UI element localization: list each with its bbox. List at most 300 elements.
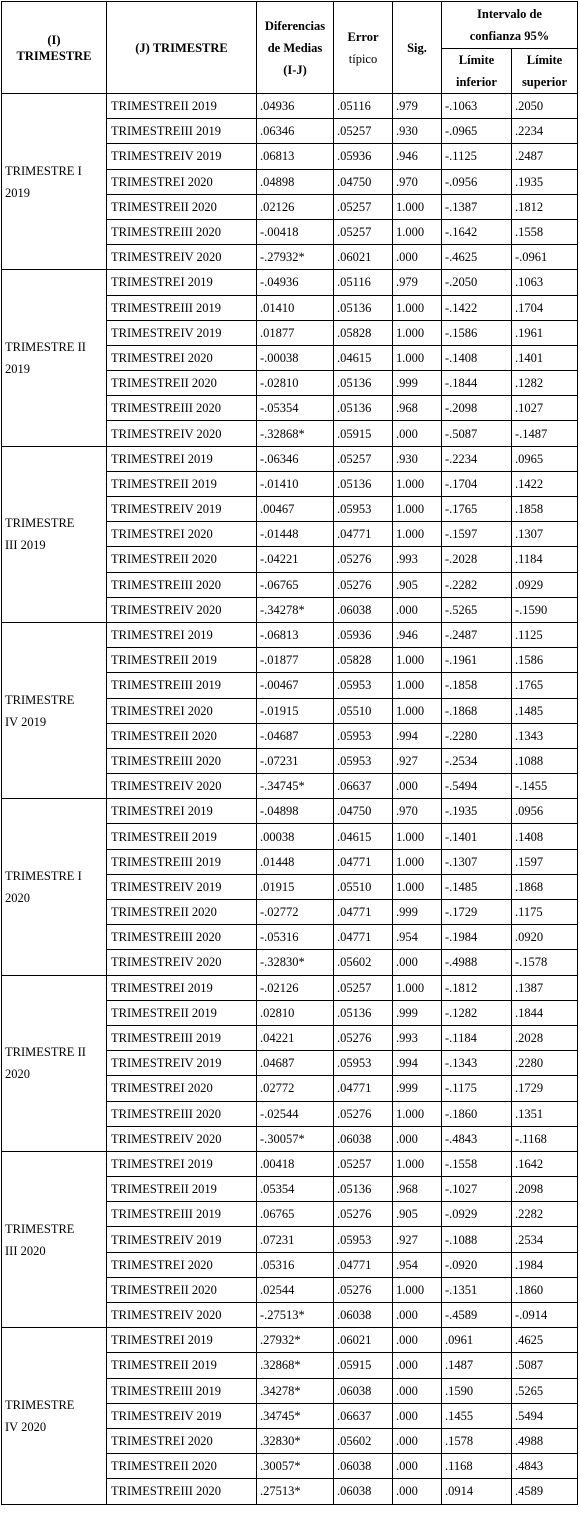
limite-inferior-cell: -.1858	[442, 673, 512, 698]
limite-superior-cell: .4843	[512, 1454, 578, 1479]
diferencia-cell: .06813	[257, 144, 334, 169]
diferencia-cell: -.04936	[257, 270, 334, 295]
j-trimestre-cell: TRIMESTREI 2019	[107, 1328, 257, 1353]
diferencia-cell: .34278*	[257, 1378, 334, 1403]
j-trimestre-cell: TRIMESTREII 2020	[107, 723, 257, 748]
sig-cell: .979	[393, 270, 442, 295]
j-trimestre-cell: TRIMESTREIII 2019	[107, 1202, 257, 1227]
j-trimestre-cell: TRIMESTREII 2020	[107, 1277, 257, 1302]
diferencia-cell: .04936	[257, 94, 334, 119]
limite-inferior-cell: -.0929	[442, 1202, 512, 1227]
group-label-line: TRIMESTRE I	[5, 868, 82, 883]
limite-inferior-cell: -.1844	[442, 371, 512, 396]
j-trimestre-cell: TRIMESTREIII 2019	[107, 1378, 257, 1403]
sig-cell: 1.000	[393, 320, 442, 345]
sig-cell: .946	[393, 622, 442, 647]
error-cell: .05602	[334, 1428, 393, 1453]
table-row	[2, 270, 578, 295]
error-cell: .05510	[334, 874, 393, 899]
diferencia-cell: -.05354	[257, 396, 334, 421]
sig-cell: .954	[393, 1252, 442, 1277]
limite-superior-cell: .5494	[512, 1403, 578, 1428]
error-cell: .05276	[334, 1025, 393, 1050]
sig-cell: 1.000	[393, 522, 442, 547]
limite-superior-cell: .1307	[512, 522, 578, 547]
j-trimestre-cell: TRIMESTREIII 2020	[107, 396, 257, 421]
limite-inferior-cell: -.2280	[442, 723, 512, 748]
j-trimestre-cell: TRIMESTREII 2019	[107, 1353, 257, 1378]
limite-inferior-cell: -.0956	[442, 169, 512, 194]
limite-superior-cell: .1175	[512, 900, 578, 925]
header-limite-superior	[512, 49, 578, 94]
limite-inferior-cell: -.1307	[442, 849, 512, 874]
diferencia-cell: -.06765	[257, 572, 334, 597]
group-label-line: TRIMESTRE II	[5, 1045, 86, 1060]
limite-superior-cell: .1858	[512, 497, 578, 522]
diferencia-cell: -.02544	[257, 1101, 334, 1126]
error-cell: .06038	[334, 1378, 393, 1403]
comparisons-table	[1, 1, 578, 1505]
header-diferencias	[257, 2, 334, 94]
sig-cell: .000	[393, 245, 442, 270]
limite-superior-cell: .1184	[512, 547, 578, 572]
diferencia-cell: .01915	[257, 874, 334, 899]
j-trimestre-cell: TRIMESTREI 2019	[107, 799, 257, 824]
limite-inferior-cell: -.2098	[442, 396, 512, 421]
diferencia-cell: .06765	[257, 1202, 334, 1227]
limite-inferior-cell: .1590	[442, 1378, 512, 1403]
j-trimestre-cell: TRIMESTREI 2019	[107, 1151, 257, 1176]
limite-superior-cell: .0956	[512, 799, 578, 824]
sig-cell: .000	[393, 1378, 442, 1403]
header-i-trimestre	[2, 2, 107, 94]
sig-cell: 1.000	[393, 1277, 442, 1302]
j-trimestre-cell: TRIMESTREIII 2020	[107, 748, 257, 773]
limite-inferior-cell: -.1765	[442, 497, 512, 522]
limite-inferior-cell: -.0920	[442, 1252, 512, 1277]
sig-cell: .000	[393, 421, 442, 446]
header-intervalo-line1: Intervalo de	[477, 7, 542, 21]
sig-cell: 1.000	[393, 194, 442, 219]
limite-superior-cell: .1422	[512, 471, 578, 496]
limite-superior-cell: .0965	[512, 446, 578, 471]
limite-superior-cell: .1935	[512, 169, 578, 194]
sig-cell: .000	[393, 1328, 442, 1353]
error-cell: .06021	[334, 1328, 393, 1353]
j-trimestre-cell: TRIMESTREI 2020	[107, 1252, 257, 1277]
limite-superior-cell: .1844	[512, 1000, 578, 1025]
diferencia-cell: .01448	[257, 849, 334, 874]
group-label-line: 2019	[5, 361, 30, 376]
diferencia-cell: -.01410	[257, 471, 334, 496]
sig-cell: .946	[393, 144, 442, 169]
limite-inferior-cell: -.1351	[442, 1277, 512, 1302]
limite-superior-cell: .1027	[512, 396, 578, 421]
table-header	[2, 2, 578, 94]
sig-cell: .930	[393, 119, 442, 144]
sig-cell: .970	[393, 169, 442, 194]
error-cell: .05953	[334, 748, 393, 773]
table-row	[2, 1151, 578, 1176]
j-trimestre-cell: TRIMESTREI 2020	[107, 522, 257, 547]
limite-inferior-cell: -.2487	[442, 622, 512, 647]
limite-superior-cell: .0929	[512, 572, 578, 597]
error-cell: .05276	[334, 1202, 393, 1227]
table-row	[2, 622, 578, 647]
limite-inferior-cell: -.2050	[442, 270, 512, 295]
error-cell: .05953	[334, 673, 393, 698]
sig-cell: .000	[393, 597, 442, 622]
j-trimestre-cell: TRIMESTREIV 2019	[107, 497, 257, 522]
group-label-line: TRIMESTRE	[5, 1221, 75, 1236]
diferencia-cell: .01877	[257, 320, 334, 345]
sig-cell: 1.000	[393, 824, 442, 849]
header-ls-line2: superior	[521, 75, 568, 89]
sig-cell: .000	[393, 1353, 442, 1378]
limite-superior-cell: .1704	[512, 295, 578, 320]
group-label	[2, 975, 107, 1151]
limite-superior-cell: .1387	[512, 975, 578, 1000]
error-cell: .05953	[334, 1227, 393, 1252]
error-cell: .06637	[334, 1403, 393, 1428]
sig-cell: 1.000	[393, 295, 442, 320]
group-label	[2, 94, 107, 270]
error-cell: .05936	[334, 144, 393, 169]
group-label-line: 2020	[5, 890, 30, 905]
limite-superior-cell: .5087	[512, 1353, 578, 1378]
diferencia-cell: .30057*	[257, 1454, 334, 1479]
diferencia-cell: -.02126	[257, 975, 334, 1000]
j-trimestre-cell: TRIMESTREI 2019	[107, 622, 257, 647]
j-trimestre-cell: TRIMESTREIV 2019	[107, 320, 257, 345]
diferencia-cell: .01410	[257, 295, 334, 320]
header-diferencias-line3: (I-J)	[283, 62, 307, 77]
group-label	[2, 1328, 107, 1504]
limite-inferior-cell: -.1422	[442, 295, 512, 320]
header-diferencias-line2: de Medias	[267, 40, 323, 55]
limite-superior-cell: .1729	[512, 1076, 578, 1101]
header-diferencias-line1: Diferencias	[264, 18, 326, 33]
group-label-line: 2020	[5, 1067, 30, 1082]
diferencia-cell: -.05316	[257, 925, 334, 950]
limite-inferior-cell: -.1860	[442, 1101, 512, 1126]
sig-cell: 1.000	[393, 874, 442, 899]
j-trimestre-cell: TRIMESTREIV 2019	[107, 1403, 257, 1428]
error-cell: .05276	[334, 572, 393, 597]
limite-inferior-cell: -.5265	[442, 597, 512, 622]
error-cell: .05257	[334, 446, 393, 471]
diferencia-cell: -.00038	[257, 345, 334, 370]
j-trimestre-cell: TRIMESTREI 2020	[107, 1428, 257, 1453]
error-cell: .05915	[334, 1353, 393, 1378]
limite-superior-cell: .1351	[512, 1101, 578, 1126]
limite-superior-cell: -.0961	[512, 245, 578, 270]
group-label	[2, 799, 107, 975]
j-trimestre-cell: TRIMESTREI 2019	[107, 270, 257, 295]
limite-inferior-cell: -.2234	[442, 446, 512, 471]
sig-cell: .999	[393, 371, 442, 396]
j-trimestre-cell: TRIMESTREIII 2019	[107, 119, 257, 144]
error-cell: .05953	[334, 497, 393, 522]
header-li-line2: inferior	[456, 75, 497, 89]
limite-superior-cell: .4625	[512, 1328, 578, 1353]
sig-cell: 1.000	[393, 1151, 442, 1176]
diferencia-cell: -.32868*	[257, 421, 334, 446]
sig-cell: .000	[393, 1126, 442, 1151]
header-sig: Sig.	[393, 2, 442, 94]
sig-cell: .000	[393, 1428, 442, 1453]
header-limite-inferior	[442, 49, 512, 94]
group-label	[2, 622, 107, 798]
j-trimestre-cell: TRIMESTREIII 2020	[107, 925, 257, 950]
j-trimestre-cell: TRIMESTREII 2020	[107, 194, 257, 219]
diferencia-cell: -.00418	[257, 219, 334, 244]
sig-cell: .000	[393, 950, 442, 975]
limite-superior-cell: .1063	[512, 270, 578, 295]
sig-cell: 1.000	[393, 648, 442, 673]
header-error-line2: típico	[348, 51, 378, 66]
diferencia-cell: -.34745*	[257, 774, 334, 799]
limite-inferior-cell: -.1485	[442, 874, 512, 899]
error-cell: .05257	[334, 219, 393, 244]
error-cell: .04771	[334, 925, 393, 950]
limite-superior-cell: .1125	[512, 622, 578, 647]
limite-superior-cell: -.1168	[512, 1126, 578, 1151]
limite-inferior-cell: .1455	[442, 1403, 512, 1428]
limite-inferior-cell: -.1558	[442, 1151, 512, 1176]
j-trimestre-cell: TRIMESTREIV 2019	[107, 1227, 257, 1252]
error-cell: .05136	[334, 371, 393, 396]
error-cell: .05953	[334, 723, 393, 748]
j-trimestre-cell: TRIMESTREIII 2019	[107, 849, 257, 874]
group-label-line: TRIMESTRE II	[5, 339, 86, 354]
sig-cell: 1.000	[393, 698, 442, 723]
group-label-line: TRIMESTRE I	[5, 163, 82, 178]
diferencia-cell: .02810	[257, 1000, 334, 1025]
error-cell: .04750	[334, 169, 393, 194]
table-row	[2, 446, 578, 471]
error-cell: .04615	[334, 345, 393, 370]
error-cell: .05276	[334, 1277, 393, 1302]
limite-superior-cell: .1088	[512, 748, 578, 773]
limite-inferior-cell: -.2028	[442, 547, 512, 572]
limite-inferior-cell: -.4843	[442, 1126, 512, 1151]
sig-cell: .905	[393, 1202, 442, 1227]
limite-superior-cell: .2280	[512, 1051, 578, 1076]
table-row	[2, 94, 578, 119]
group-label-line: TRIMESTRE	[5, 1397, 75, 1412]
limite-superior-cell: .4988	[512, 1428, 578, 1453]
diferencia-cell: .02126	[257, 194, 334, 219]
j-trimestre-cell: TRIMESTREIII 2020	[107, 1101, 257, 1126]
error-cell: .05116	[334, 270, 393, 295]
limite-inferior-cell: -.0965	[442, 119, 512, 144]
diferencia-cell: -.04898	[257, 799, 334, 824]
limite-superior-cell: .2234	[512, 119, 578, 144]
j-trimestre-cell: TRIMESTREI 2020	[107, 169, 257, 194]
diferencia-cell: -.32830*	[257, 950, 334, 975]
sig-cell: .994	[393, 723, 442, 748]
sig-cell: .999	[393, 900, 442, 925]
limite-inferior-cell: -.1343	[442, 1051, 512, 1076]
limite-inferior-cell: -.4589	[442, 1303, 512, 1328]
limite-superior-cell: .2028	[512, 1025, 578, 1050]
header-i-line1: (I)	[47, 32, 61, 47]
j-trimestre-cell: TRIMESTREIII 2020	[107, 1479, 257, 1504]
limite-superior-cell: .1860	[512, 1277, 578, 1302]
diferencia-cell: .02544	[257, 1277, 334, 1302]
j-trimestre-cell: TRIMESTREII 2019	[107, 471, 257, 496]
sig-cell: .979	[393, 94, 442, 119]
sig-cell: .000	[393, 774, 442, 799]
header-ls-line1: Límite	[526, 53, 563, 67]
limite-superior-cell: .1485	[512, 698, 578, 723]
j-trimestre-cell: TRIMESTREII 2019	[107, 648, 257, 673]
limite-inferior-cell: -.1704	[442, 471, 512, 496]
diferencia-cell: .00467	[257, 497, 334, 522]
limite-superior-cell: -.0914	[512, 1303, 578, 1328]
diferencia-cell: -.06813	[257, 622, 334, 647]
sig-cell: .999	[393, 1000, 442, 1025]
limite-inferior-cell: -.4625	[442, 245, 512, 270]
limite-inferior-cell: -.1088	[442, 1227, 512, 1252]
limite-inferior-cell: -.1282	[442, 1000, 512, 1025]
error-cell: .06021	[334, 245, 393, 270]
limite-inferior-cell: -.2282	[442, 572, 512, 597]
group-label	[2, 446, 107, 622]
limite-inferior-cell: -.5087	[442, 421, 512, 446]
diferencia-cell: -.02810	[257, 371, 334, 396]
j-trimestre-cell: TRIMESTREII 2019	[107, 824, 257, 849]
sig-cell: .970	[393, 799, 442, 824]
limite-inferior-cell: -.4988	[442, 950, 512, 975]
error-cell: .06038	[334, 597, 393, 622]
table-row	[2, 975, 578, 1000]
limite-inferior-cell: .1578	[442, 1428, 512, 1453]
limite-superior-cell: .1961	[512, 320, 578, 345]
limite-superior-cell: .1408	[512, 824, 578, 849]
limite-inferior-cell: -.1175	[442, 1076, 512, 1101]
limite-inferior-cell: -.1729	[442, 900, 512, 925]
error-cell: .05276	[334, 1101, 393, 1126]
j-trimestre-cell: TRIMESTREIV 2019	[107, 874, 257, 899]
diferencia-cell: .27513*	[257, 1479, 334, 1504]
limite-superior-cell: -.1487	[512, 421, 578, 446]
j-trimestre-cell: TRIMESTREII 2019	[107, 94, 257, 119]
sig-cell: .000	[393, 1303, 442, 1328]
diferencia-cell: .04687	[257, 1051, 334, 1076]
diferencia-cell: .32868*	[257, 1353, 334, 1378]
j-trimestre-cell: TRIMESTREII 2019	[107, 1000, 257, 1025]
error-cell: .05136	[334, 396, 393, 421]
error-cell: .05953	[334, 1051, 393, 1076]
error-cell: .05828	[334, 320, 393, 345]
limite-inferior-cell: .0961	[442, 1328, 512, 1353]
sig-cell: .994	[393, 1051, 442, 1076]
error-cell: .06038	[334, 1454, 393, 1479]
sig-cell: 1.000	[393, 1101, 442, 1126]
limite-inferior-cell: -.1868	[442, 698, 512, 723]
j-trimestre-cell: TRIMESTREIII 2019	[107, 295, 257, 320]
group-label	[2, 270, 107, 446]
error-cell: .05257	[334, 119, 393, 144]
error-cell: .06637	[334, 774, 393, 799]
diferencia-cell: .07231	[257, 1227, 334, 1252]
error-cell: .04750	[334, 799, 393, 824]
sig-cell: 1.000	[393, 471, 442, 496]
limite-superior-cell: .2098	[512, 1177, 578, 1202]
limite-inferior-cell: -.1961	[442, 648, 512, 673]
error-cell: .04771	[334, 1076, 393, 1101]
table-row	[2, 799, 578, 824]
header-li-line1: Límite	[458, 53, 495, 67]
header-intervalo-line2: confianza 95%	[469, 29, 550, 43]
j-trimestre-cell: TRIMESTREIV 2019	[107, 1051, 257, 1076]
limite-superior-cell: .1642	[512, 1151, 578, 1176]
sig-cell: 1.000	[393, 219, 442, 244]
j-trimestre-cell: TRIMESTREIII 2019	[107, 1025, 257, 1050]
error-cell: .05136	[334, 295, 393, 320]
diferencia-cell: .04221	[257, 1025, 334, 1050]
error-cell: .04771	[334, 522, 393, 547]
j-trimestre-cell: TRIMESTREIV 2020	[107, 1303, 257, 1328]
error-cell: .05136	[334, 1000, 393, 1025]
limite-inferior-cell: -.1597	[442, 522, 512, 547]
diferencia-cell: .00038	[257, 824, 334, 849]
diferencia-cell: -.02772	[257, 900, 334, 925]
group-label-line: 2019	[5, 185, 30, 200]
limite-inferior-cell: -.5494	[442, 774, 512, 799]
header-j-trimestre: (J) TRIMESTRE	[107, 2, 257, 94]
limite-superior-cell: .1343	[512, 723, 578, 748]
group-label-line: III 2020	[5, 1243, 46, 1258]
error-cell: .05257	[334, 975, 393, 1000]
j-trimestre-cell: TRIMESTREII 2019	[107, 1177, 257, 1202]
limite-superior-cell: -.1578	[512, 950, 578, 975]
sig-cell: .930	[393, 446, 442, 471]
limite-superior-cell: .1586	[512, 648, 578, 673]
diferencia-cell: -.27932*	[257, 245, 334, 270]
limite-superior-cell: .1558	[512, 219, 578, 244]
limite-inferior-cell: -.1063	[442, 94, 512, 119]
sig-cell: .927	[393, 748, 442, 773]
group-label-line: TRIMESTRE	[5, 516, 75, 531]
diferencia-cell: .04898	[257, 169, 334, 194]
diferencia-cell: -.30057*	[257, 1126, 334, 1151]
error-cell: .06038	[334, 1303, 393, 1328]
error-cell: .05602	[334, 950, 393, 975]
sig-cell: .000	[393, 1479, 442, 1504]
header-error	[334, 2, 393, 94]
diferencia-cell: -.06346	[257, 446, 334, 471]
diferencia-cell: -.27513*	[257, 1303, 334, 1328]
error-cell: .05257	[334, 1151, 393, 1176]
j-trimestre-cell: TRIMESTREIV 2020	[107, 421, 257, 446]
error-cell: .06038	[334, 1479, 393, 1504]
j-trimestre-cell: TRIMESTREIV 2020	[107, 245, 257, 270]
error-cell: .05828	[334, 648, 393, 673]
diferencia-cell: .27932*	[257, 1328, 334, 1353]
diferencia-cell: -.07231	[257, 748, 334, 773]
j-trimestre-cell: TRIMESTREI 2020	[107, 1076, 257, 1101]
header-i-line2: TRIMESTRE	[16, 48, 92, 63]
diferencia-cell: -.04221	[257, 547, 334, 572]
sig-cell: .905	[393, 572, 442, 597]
diferencia-cell: .00418	[257, 1151, 334, 1176]
diferencia-cell: -.01448	[257, 522, 334, 547]
limite-superior-cell: .0920	[512, 925, 578, 950]
limite-inferior-cell: -.1401	[442, 824, 512, 849]
